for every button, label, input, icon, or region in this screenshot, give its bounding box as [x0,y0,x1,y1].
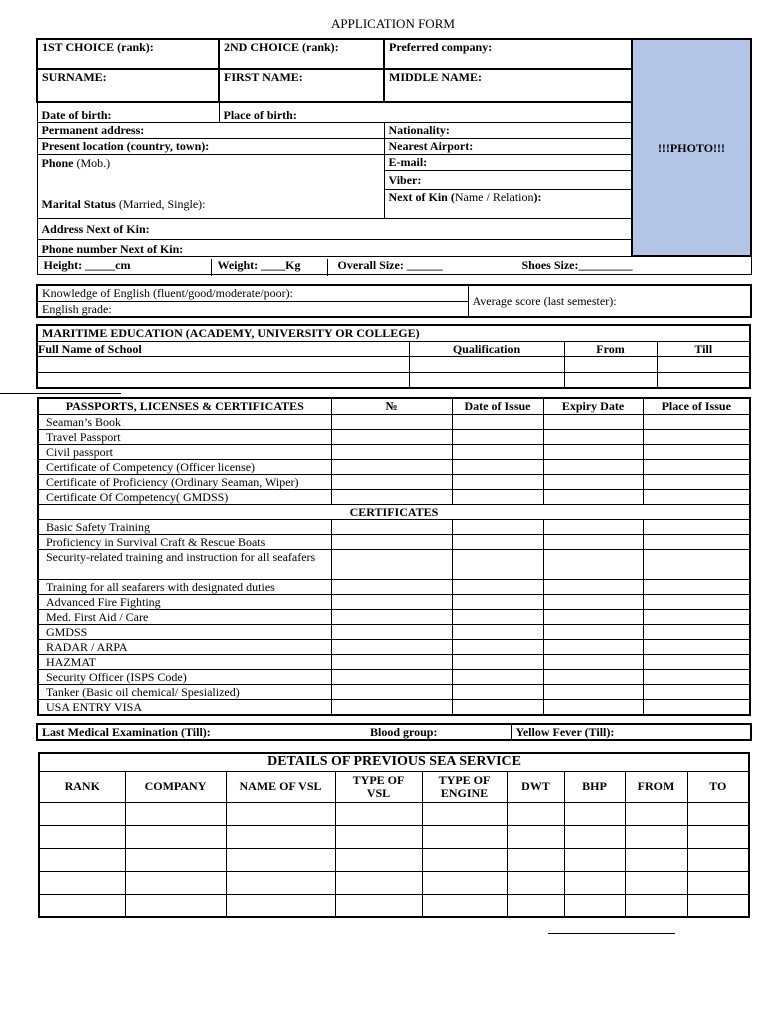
sea-service-cell[interactable] [422,825,507,848]
personal-details-table [36,38,752,275]
certificate-cell[interactable] [543,534,643,549]
certificate-cell[interactable] [543,639,643,654]
document-row-label: Certificate of Competency (Officer license) [38,459,331,474]
certificate-cell[interactable] [331,639,452,654]
certificate-row-label: Security-related training and instruction for all seafafers [38,549,331,579]
choice2-field[interactable]: 2ND CHOICE (rank): [219,39,384,69]
certificates-heading: CERTIFICATES [38,504,750,519]
airport-field[interactable]: Nearest Airport: [384,138,632,154]
sea-service-cell[interactable] [226,848,335,871]
nationality-field[interactable]: Nationality: [384,122,632,138]
certificate-cell[interactable] [643,474,750,489]
certificate-cell[interactable] [452,459,543,474]
sea-service-cell[interactable] [564,848,625,871]
sea-service-cell[interactable] [39,848,125,871]
next-of-kin-field[interactable] [384,189,632,218]
certificate-cell[interactable] [452,414,543,429]
sea-service-cell[interactable] [507,825,564,848]
english-table [36,284,752,318]
certificate-row-label: HAZMAT [38,654,331,669]
certificate-cell[interactable] [643,654,750,669]
sea-col-header: FROM [625,771,687,802]
certificate-row-label: RADAR / ARPA [38,639,331,654]
certificate-cell[interactable] [543,654,643,669]
passports-col-place: Place of Issue [643,398,750,414]
sea-service-cell[interactable] [687,802,749,825]
sea-col-header: TO [687,771,749,802]
certificate-cell[interactable] [543,699,643,715]
sea-service-cell[interactable] [687,825,749,848]
certificate-cell[interactable] [452,549,543,579]
size-divider [327,259,328,276]
certificate-cell[interactable] [452,639,543,654]
document-row-label: Certificate of Proficiency (Ordinary Seaman, Wiper) [38,474,331,489]
overall-size-field[interactable]: Overall Size: ______ [337,258,443,272]
certificate-cell[interactable] [331,519,452,534]
certificate-cell[interactable] [643,444,750,459]
address-nok-field[interactable]: Address Next of Kin: [37,218,632,239]
education-col-school: Full Name of School [37,341,409,356]
certificate-cell[interactable] [452,624,543,639]
medical-exam-field[interactable] [37,724,511,740]
size-divider [211,259,212,276]
certificate-cell[interactable] [643,684,750,699]
passports-col-number: № [331,398,452,414]
certificate-cell[interactable] [543,594,643,609]
certificate-cell[interactable] [643,519,750,534]
sea-service-cell[interactable] [564,802,625,825]
sea-col-header: DWT [507,771,564,802]
sea-service-cell[interactable] [625,802,687,825]
certificate-cell[interactable] [543,549,643,579]
sea-service-heading: DETAILS OF PREVIOUS SEA SERVICE [39,753,749,771]
sea-service-row [39,848,749,871]
certificate-cell[interactable] [643,429,750,444]
sea-service-cell[interactable] [226,802,335,825]
certificate-cell[interactable] [543,459,643,474]
first-name-field[interactable]: FIRST NAME: [219,69,384,102]
certificate-cell[interactable] [643,669,750,684]
sea-service-cell[interactable] [564,825,625,848]
phone-nok-field[interactable]: Phone number Next of Kin: [37,239,632,256]
education-cell[interactable] [37,372,409,388]
sea-service-cell[interactable] [335,825,422,848]
height-field[interactable]: Height: _____cm [43,258,131,272]
phone-field[interactable] [37,154,384,218]
sea-service-cell[interactable] [335,848,422,871]
permanent-address-field[interactable]: Permanent address: [37,122,384,138]
certificate-row-label: GMDSS [38,624,331,639]
sea-service-cell[interactable] [226,871,335,894]
certificate-cell[interactable] [452,489,543,504]
sea-col-header: BHP [564,771,625,802]
certificate-cell[interactable] [643,459,750,474]
certificate-cell[interactable] [643,639,750,654]
certificate-cell[interactable] [643,699,750,715]
certificate-cell[interactable] [543,609,643,624]
separator-line [0,393,121,394]
sea-service-cell[interactable] [39,825,125,848]
education-cell[interactable] [657,356,750,372]
sea-service-cell[interactable] [687,871,749,894]
sea-service-cell[interactable] [39,802,125,825]
weight-field[interactable]: Weight: ____Kg [217,258,301,272]
certificate-cell[interactable] [331,684,452,699]
certificate-cell[interactable] [452,699,543,715]
english-grade-field[interactable]: English grade: [37,301,468,317]
sea-service-cell[interactable] [226,894,335,917]
average-score-field[interactable]: Average score (last semester): [468,285,751,317]
document-row-label: Travel Passport [38,429,331,444]
surname-field[interactable]: SURNAME: [37,69,219,102]
size-row [37,256,751,275]
signature-line [548,933,675,934]
sea-service-cell[interactable] [125,848,226,871]
sea-service-cell[interactable] [125,825,226,848]
sea-service-cell[interactable] [625,894,687,917]
sea-service-cell[interactable] [125,894,226,917]
english-knowledge-field[interactable]: Knowledge of English (fluent/good/moderate/poor): [37,285,468,301]
education-cell[interactable] [564,356,657,372]
sea-service-cell[interactable] [422,894,507,917]
sea-service-cell[interactable] [226,825,335,848]
choice1-field[interactable]: 1ST CHOICE (rank): [37,39,219,69]
sea-service-cell[interactable] [422,802,507,825]
sea-service-cell[interactable] [625,825,687,848]
certificate-cell[interactable] [331,609,452,624]
sea-service-cell[interactable] [507,894,564,917]
sea-service-cell[interactable] [335,802,422,825]
sea-col-header: NAME OF VSL [226,771,335,802]
certificate-cell[interactable] [452,594,543,609]
certificate-cell[interactable] [452,669,543,684]
sea-col-header: COMPANY [125,771,226,802]
certificate-cell[interactable] [543,624,643,639]
education-heading: MARITIME EDUCATION (ACADEMY, UNIVERSITY OR COLLEGE) [37,325,750,341]
certificate-cell[interactable] [643,609,750,624]
sea-service-cell[interactable] [564,894,625,917]
certificate-row-label: Advanced Fire Fighting [38,594,331,609]
certificate-cell[interactable] [452,684,543,699]
phone-hint: (Mob.) [73,155,111,170]
certificate-cell[interactable] [643,594,750,609]
middle-name-field[interactable]: MIDDLE NAME: [384,69,632,102]
sea-service-cell[interactable] [625,871,687,894]
certificate-cell[interactable] [331,429,452,444]
sea-service-cell[interactable] [687,848,749,871]
sea-service-cell[interactable] [422,848,507,871]
education-col-from: From [564,341,657,356]
certificate-cell[interactable] [452,579,543,594]
certificate-cell[interactable] [643,579,750,594]
yellow-fever-field[interactable]: Yellow Fever (Till): [511,724,751,740]
document-row-label: Seaman’s Book [38,414,331,429]
pob-field[interactable]: Place of birth: [219,102,632,122]
nok-end: ): [533,189,542,204]
sea-service-row [39,802,749,825]
certificate-cell[interactable] [543,489,643,504]
certificate-row-label: Med. First Aid / Care [38,609,331,624]
dob-field[interactable]: Date of birth: [37,102,219,122]
certificate-cell[interactable] [543,429,643,444]
certificate-cell[interactable] [331,669,452,684]
certificate-cell[interactable] [643,489,750,504]
sea-service-cell[interactable] [39,894,125,917]
certificate-cell[interactable] [331,459,452,474]
sea-service-cell[interactable] [687,894,749,917]
nok-label: Next of Kin ( [388,189,455,204]
certificate-cell[interactable] [331,474,452,489]
certificate-row-label: Security Officer (ISPS Code) [38,669,331,684]
certificate-cell[interactable] [543,519,643,534]
certificate-cell[interactable] [331,534,452,549]
certificate-cell[interactable] [331,579,452,594]
certificate-cell[interactable] [543,579,643,594]
certificate-cell[interactable] [331,489,452,504]
education-cell[interactable] [564,372,657,388]
education-table [36,324,751,389]
certificate-cell[interactable] [543,414,643,429]
certificate-cell[interactable] [643,414,750,429]
sea-service-row [39,825,749,848]
education-col-qualification: Qualification [409,341,564,356]
certificate-cell[interactable] [331,414,452,429]
medical-exam-label: Last Medical Examination (Till): [42,725,211,739]
education-cell[interactable] [657,372,750,388]
certificate-cell[interactable] [643,534,750,549]
present-location-field[interactable]: Present location (country, town): [37,138,384,154]
certificate-cell[interactable] [452,609,543,624]
certificate-cell[interactable] [452,429,543,444]
shoe-size-field[interactable]: Shoes Size:_________ [521,258,633,272]
certificate-cell[interactable] [331,699,452,715]
medical-table [36,723,752,741]
certificate-cell[interactable] [452,654,543,669]
certificate-cell[interactable] [543,474,643,489]
sea-service-cell[interactable] [335,894,422,917]
sea-service-row [39,871,749,894]
certificate-cell[interactable] [452,534,543,549]
sea-col-header: TYPE OF ENGINE [422,771,507,802]
certificate-cell[interactable] [452,519,543,534]
sea-service-cell[interactable] [625,848,687,871]
certificate-cell[interactable] [543,444,643,459]
certificate-cell[interactable] [331,624,452,639]
passports-col-expiry-date: Expiry Date [543,398,643,414]
sea-service-cell[interactable] [507,848,564,871]
sea-col-header: TYPE OF VSL [335,771,422,802]
certificate-cell[interactable] [643,624,750,639]
sea-col-header: RANK [39,771,125,802]
document-row-label: Certificate Of Competency( GMDSS) [38,489,331,504]
education-col-till: Till [657,341,750,356]
sea-service-cell[interactable] [422,871,507,894]
viber-field[interactable]: Viber: [384,170,632,189]
sea-service-cell[interactable] [564,871,625,894]
nok-hint: Name / Relation [454,189,534,204]
document-row-label: Civil passport [38,444,331,459]
sea-service-row [39,894,749,917]
certificate-row-label: Training for all seafarers with designated duties [38,579,331,594]
certificate-row-label: Proficiency in Survival Craft & Rescue Boats [38,534,331,549]
certificate-cell[interactable] [331,594,452,609]
certificate-row-label: Basic Safety Training [38,519,331,534]
sea-service-cell[interactable] [125,871,226,894]
certificate-cell[interactable] [452,474,543,489]
company-field[interactable]: Preferred company: [384,39,632,69]
phone-label: Phone [41,155,74,170]
certificate-cell[interactable] [331,654,452,669]
education-cell[interactable] [409,372,564,388]
education-cell[interactable] [37,356,409,372]
blood-group-field[interactable]: Blood group: [370,725,438,739]
certificate-cell[interactable] [331,444,452,459]
passports-col-issue-date: Date of Issue [452,398,543,414]
certificate-cell[interactable] [543,684,643,699]
certificate-cell[interactable] [452,444,543,459]
marital-hint: (Married, Single): [115,196,206,211]
sea-service-table [38,752,750,918]
sea-service-cell[interactable] [507,802,564,825]
education-cell[interactable] [409,356,564,372]
certificate-cell[interactable] [643,549,750,579]
certificate-row-label: Tanker (Basic oil chemical/ Spesialized) [38,684,331,699]
sea-service-cell[interactable] [335,871,422,894]
certificate-row-label: USA ENTRY VISA [38,699,331,715]
form-title: APPLICATION FORM [331,16,455,31]
certificates-table [37,397,751,716]
photo-box[interactable]: !!!PHOTO!!! [632,39,751,256]
sea-service-cell[interactable] [507,871,564,894]
certificate-cell[interactable] [331,549,452,579]
marital-label: Marital Status [41,196,116,211]
sea-service-cell[interactable] [125,802,226,825]
sea-service-cell[interactable] [39,871,125,894]
email-field[interactable]: E-mail: [384,154,632,170]
certificate-cell[interactable] [543,669,643,684]
passports-col-document: PASSPORTS, LICENSES & CERTIFICATES [38,398,331,414]
